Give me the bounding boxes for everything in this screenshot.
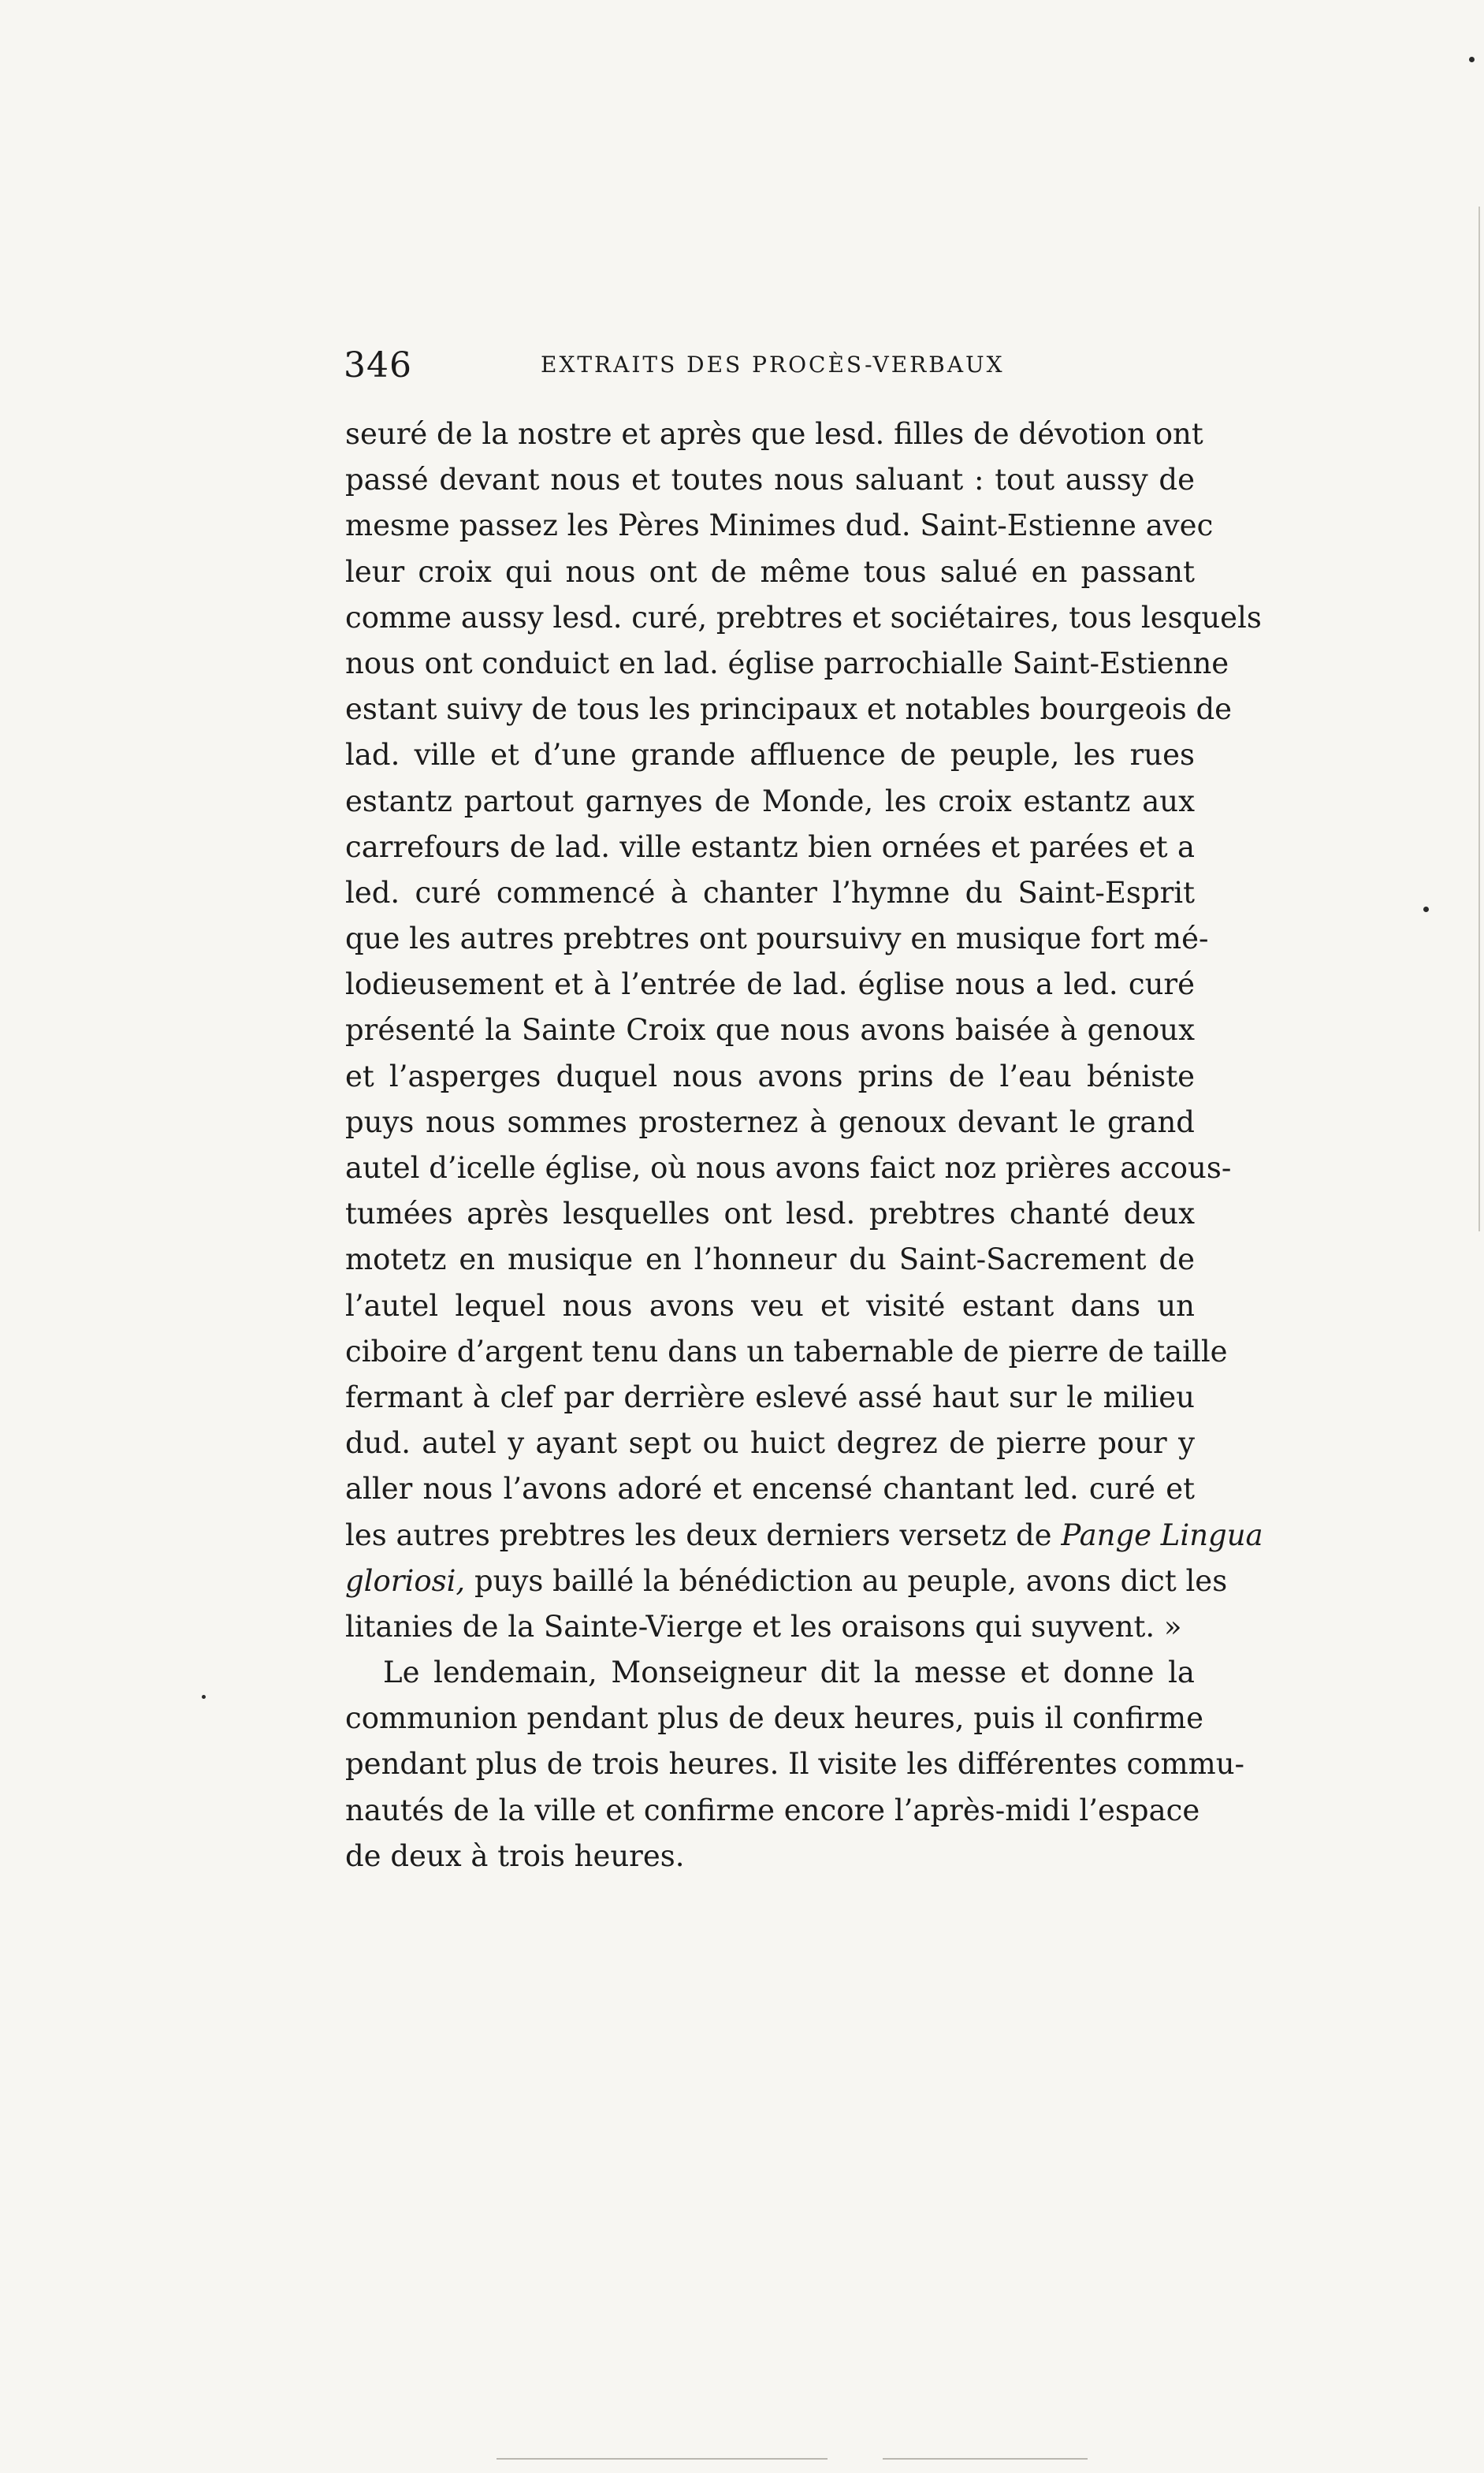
text-line: de deux à trois heures. (345, 1838, 685, 1873)
text-line: comme aussy lesd. curé, prebtres et sociétaires, tous lesquels (345, 600, 1262, 635)
text-line: communion pendant plus de deux heures, puis il confirme (345, 1701, 1203, 1736)
text-line: dud. autel y ayant sept ou huict degrez de pierre pour y (345, 1426, 1195, 1461)
page-number: 346 (344, 345, 412, 385)
text-line: carrefours de lad. ville estantz bien ornées et parées et a (345, 829, 1195, 864)
text-line: fermant à clef par derrière eslevé assé haut sur le milieu (345, 1380, 1195, 1414)
italic-title: gloriosi, (345, 1563, 466, 1598)
text-line: autel d’icelle église, où nous avons faict noz prières accous- (345, 1151, 1232, 1185)
body-text (345, 412, 1263, 1879)
text-line: pendant plus de trois heures. Il visite les différentes commu- (345, 1747, 1245, 1782)
text-line: led. curé commencé à chanter l’hymne du Saint-Esprit (345, 875, 1195, 910)
text-line: présenté la Sainte Croix que nous avons baisée à genoux (345, 1013, 1195, 1048)
text-line: litanies de la Sainte-Vierge et les oraisons qui suyvent. » (345, 1609, 1182, 1644)
page-header (344, 345, 1195, 393)
text-line: Le lendemain, Monseigneur dit la messe et donne la (383, 1655, 1195, 1690)
text-line: et l’asperges duquel nous avons prins de l’eau béniste (345, 1059, 1195, 1093)
scan-bottom-rule (497, 2458, 828, 2460)
text-line: mesme passez les Pères Minimes dud. Saint-Estienne avec (345, 508, 1214, 543)
text-segment: puys baillé la bénédiction au peuple, avons dict les (465, 1563, 1228, 1598)
text-line: que les autres prebtres ont poursuivy en musique fort mé- (345, 922, 1209, 956)
text-line: nous ont conduict en lad. église parrochialle Saint-Estienne (345, 646, 1229, 680)
text-line: lad. ville et d’une grande affluence de peuple, les rues (345, 738, 1195, 773)
text-line: estant suivy de tous les principaux et notables bourgeois de (345, 692, 1233, 727)
text-line: puys nous sommes prosternez à genoux devant le grand (345, 1104, 1195, 1139)
text-segment: les autres prebtres les deux derniers versetz de (345, 1518, 1062, 1552)
text-line: aller nous l’avons adoré et encensé chantant led. curé et (345, 1472, 1195, 1507)
italic-title: Pange Lingua (1061, 1518, 1263, 1552)
text-line: nautés de la ville et confirme encore l’après-midi l’espace (345, 1793, 1200, 1827)
paragraph-2 (345, 1650, 1245, 1879)
scan-bottom-rule (883, 2458, 1088, 2460)
scan-speck (202, 1695, 206, 1699)
text-line: l’autel lequel nous avons veu et visité estant dans un (345, 1288, 1195, 1323)
scan-margin-rule (1478, 207, 1480, 1231)
text-line: lodieusement et à l’entrée de lad. église nous a led. curé (345, 967, 1195, 1002)
text-line: passé devant nous et toutes nous saluant : tout aussy de (345, 463, 1195, 497)
paragraph-1 (345, 412, 1263, 1650)
text-line: estantz partout garnyes de Monde, les croix estantz aux (345, 784, 1195, 818)
running-head: EXTRAITS DES PROCÈS-VERBAUX (541, 352, 1005, 378)
text-line: tumées après lesquelles ont lesd. prebtres chanté deux (345, 1197, 1195, 1231)
text-line (345, 1559, 1228, 1604)
scan-speck (1423, 907, 1429, 912)
text-line (345, 1513, 1263, 1559)
text-line: motetz en musique en l’honneur du Saint-Sacrement de (345, 1242, 1195, 1277)
text-line: leur croix qui nous ont de même tous salué en passant (345, 554, 1195, 589)
scan-speck (1469, 57, 1475, 62)
text-line: seuré de la nostre et après que lesd. filles de dévotion ont (345, 417, 1203, 451)
text-line: ciboire d’argent tenu dans un tabernable de pierre de taille (345, 1334, 1228, 1369)
